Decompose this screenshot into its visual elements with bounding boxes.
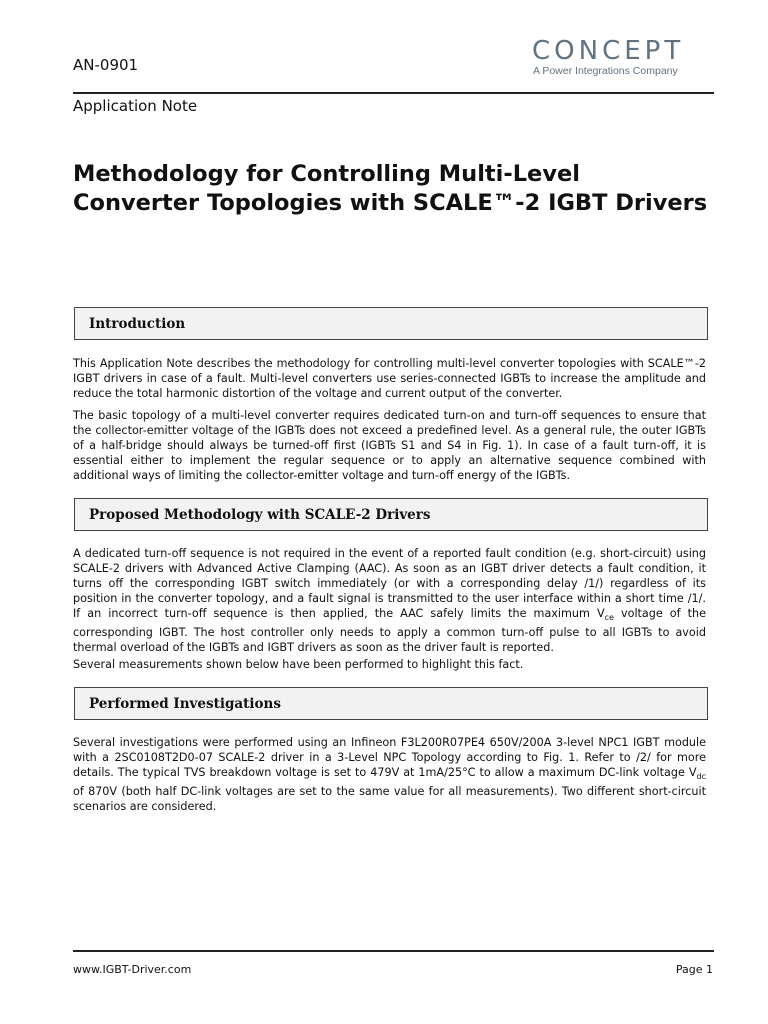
page-title: Methodology for Controlling Multi-Level Converter Topologies with SCALE™-2 IGBT Drivers	[73, 161, 708, 216]
page-number: Page 1	[675, 963, 713, 976]
paragraph-text: of 870V (both half DC-link voltages are set to the same value for all measurements). Two different short-circuit scenarios are considered.	[73, 785, 706, 814]
paragraph	[73, 735, 706, 814]
paragraph	[73, 546, 706, 655]
paragraph: The basic topology of a multi-level converter requires dedicated turn-on and turn-off sequences to ensure that the collector-emitter voltage of the IGBTs does not exceed a predefined level. As a general rule, the outer IGBTs of a half-bridge should always be turned-off first (IGBTs S1 and S4 in Fig. 1). In case of a fault turn-off, it is essential either to implement the regular sequence or to apply an alternative sequence combined with additional ways of limiting the collector-emitter voltage and turn-off energy of the IGBTs.	[73, 409, 706, 482]
paragraph-text: A dedicated turn-off sequence is not required in the event of a reported fault condition (e.g. short-circuit) using SCALE-2 drivers with Advanced Active Clamping (AAC). As soon as an IGBT driver detects a fault condition, it turns off the corresponding IGBT switch immediately (or with a corresponding delay /1/) regardless of its position in the converter topology, and a fault signal is transmitted to the user interface within a short time /1/. If an incorrect turn-off sequence is then applied, the AAC safely limits the maximum V	[73, 547, 706, 620]
logo-tagline: A Power Integrations Company	[533, 65, 678, 77]
subscript: ce	[604, 613, 614, 623]
paragraph-text: voltage of the corresponding IGBT. The host controller only needs to apply a common turn-off pulse to all IGBTs to avoid thermal overload of the IGBTs and IGBT drivers as soon as the driver fault is reported.	[73, 607, 706, 655]
subscript: dc	[696, 772, 706, 782]
document-type: Application Note	[73, 97, 198, 115]
footer-divider	[73, 950, 714, 952]
company-logo	[532, 36, 714, 78]
paragraph: This Application Note describes the methodology for controlling multi-level converter topologies with SCALE™-2 IGBT drivers in case of a fault. Multi-level converters use series-connected IGBTs to increase the amplitude and reduce the total harmonic distortion of the voltage and current output of the converter.	[73, 357, 706, 400]
logo-wordmark: CONCEPT	[532, 36, 685, 66]
header-divider	[73, 92, 714, 94]
section-heading-proposed-methodology: Proposed Methodology with SCALE-2 Drivers	[74, 498, 708, 531]
paragraph-text: Several investigations were performed using an Infineon F3L200R07PE4 650V/200A 3-level NPC1 IGBT module with a 2SC0108T2D0-07 SCALE-2 driver in a 3-Level NPC Topology according to Fig. 1. Refer to /2/ for more details. The typical TVS breakdown voltage is set to 479V at 1mA/25°C to allow a maximum DC-link voltage V	[73, 736, 706, 779]
footer-website: www.IGBT-Driver.com	[73, 963, 192, 976]
paragraph: Several measurements shown below have been performed to highlight this fact.	[73, 658, 524, 671]
document-number: AN-0901	[73, 56, 139, 74]
section-heading-performed-investigations: Performed Investigations	[74, 687, 708, 720]
section-heading-introduction: Introduction	[74, 307, 708, 340]
